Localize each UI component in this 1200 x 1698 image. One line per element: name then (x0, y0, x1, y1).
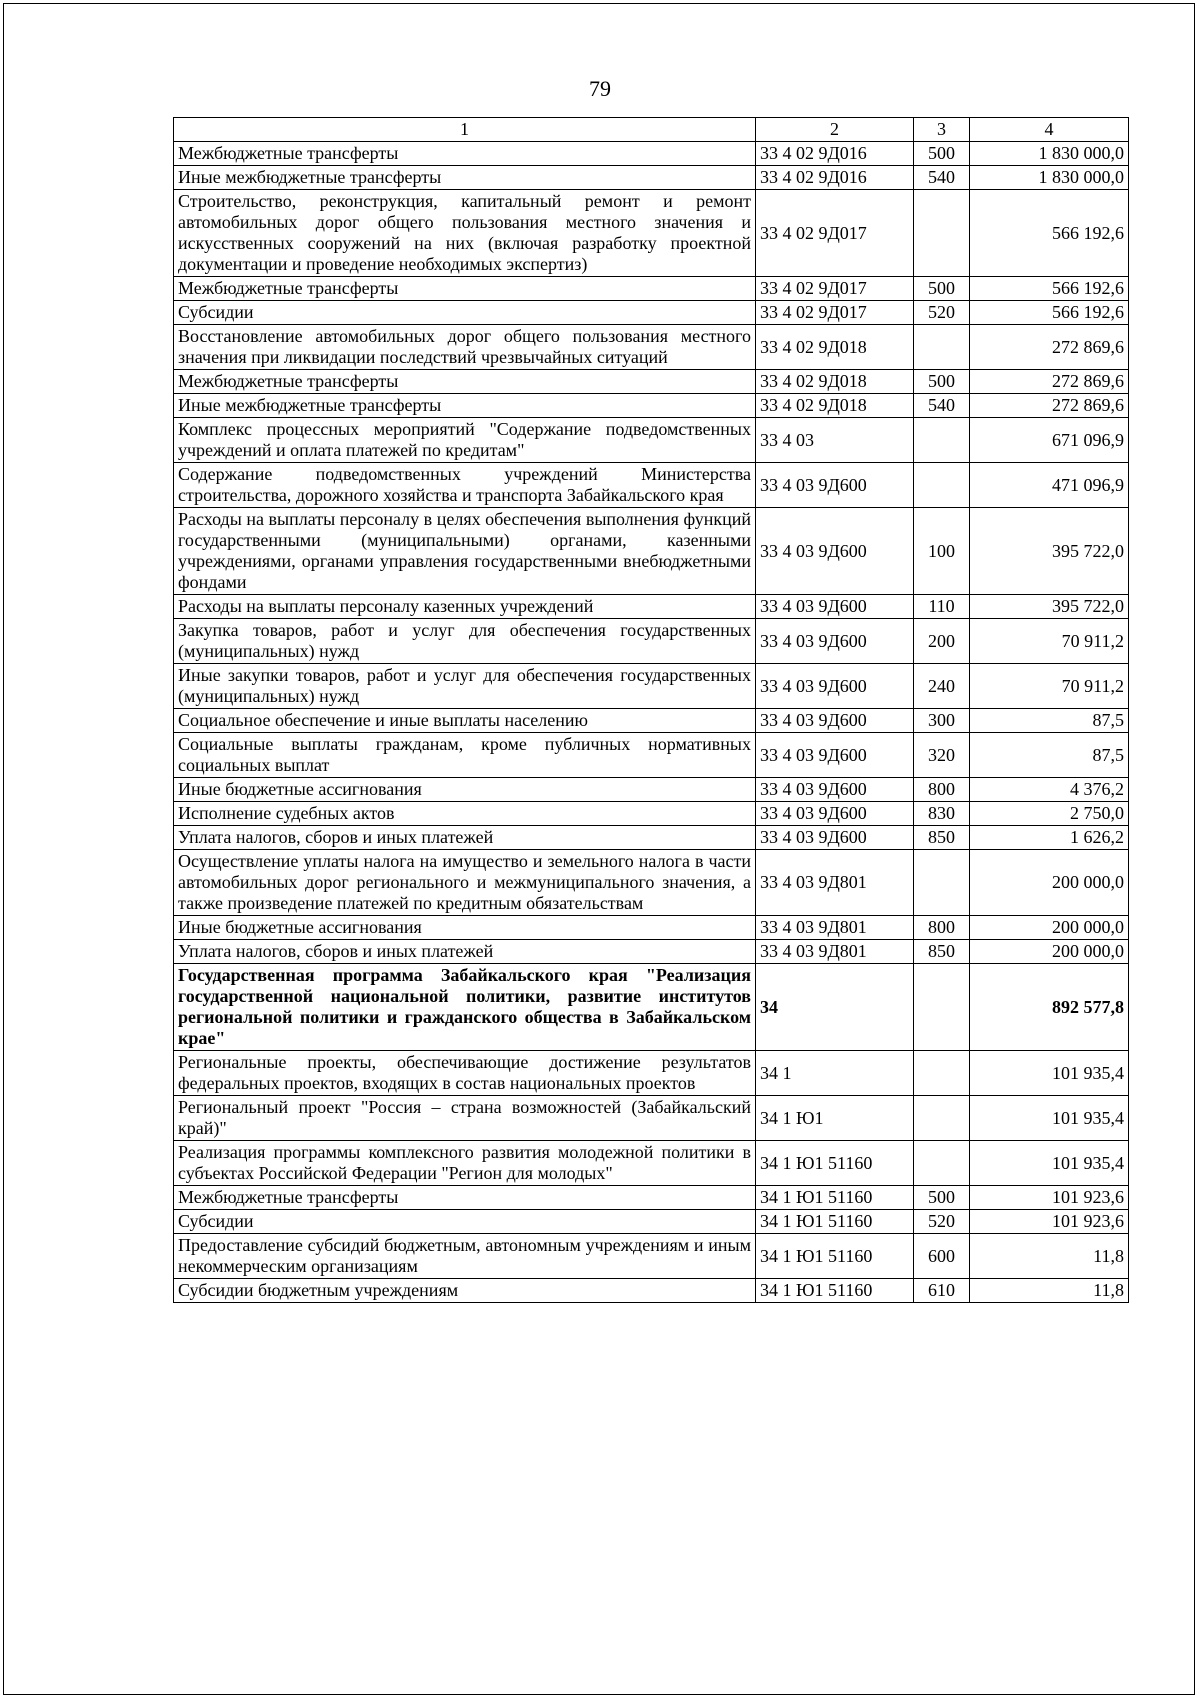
row-amount-cell: 395 722,0 (970, 595, 1129, 619)
table-row (174, 1141, 1129, 1186)
row-name-cell: Социальное обеспечение и иные выплаты населению (174, 709, 756, 733)
row-amount-cell: 272 869,6 (970, 325, 1129, 370)
row-type-cell: 300 (914, 709, 970, 733)
page-number: 79 (589, 76, 611, 101)
row-code-cell: 34 1 Ю1 51160 (756, 1141, 914, 1186)
row-type-cell (914, 325, 970, 370)
row-amount-cell: 1 830 000,0 (970, 142, 1129, 166)
row-type-cell: 540 (914, 166, 970, 190)
row-name-cell: Осуществление уплаты налога на имущество и земельного налога в части автомобильных дорог регионального и межмуниципального значения, а также произведение платежей по кредитным обязательствам (174, 850, 756, 916)
row-type-cell (914, 463, 970, 508)
row-amount-cell: 101 935,4 (970, 1096, 1129, 1141)
row-amount-cell: 87,5 (970, 733, 1129, 778)
row-code-cell: 34 (756, 964, 914, 1051)
row-amount-cell: 272 869,6 (970, 394, 1129, 418)
row-amount-cell: 566 192,6 (970, 277, 1129, 301)
row-type-cell (914, 1096, 970, 1141)
row-code-cell: 33 4 03 9Д600 (756, 595, 914, 619)
row-name-cell: Строительство, реконструкция, капитальный ремонт и ремонт автомобильных дорог общего пользования местного значения и искусственных сооружений на них (включая разработку проектной документации и проведение необходимых экспертиз) (174, 190, 756, 277)
column-header: 3 (914, 118, 970, 142)
row-code-cell: 33 4 03 9Д600 (756, 733, 914, 778)
row-amount-cell: 471 096,9 (970, 463, 1129, 508)
table-row (174, 1279, 1129, 1303)
row-code-cell: 34 1 Ю1 (756, 1096, 914, 1141)
table-row (174, 733, 1129, 778)
row-name-cell: Иные бюджетные ассигнования (174, 778, 756, 802)
row-name-cell: Субсидии (174, 301, 756, 325)
row-type-cell: 800 (914, 778, 970, 802)
row-amount-cell: 200 000,0 (970, 940, 1129, 964)
row-type-cell (914, 1051, 970, 1096)
table-header-row (174, 118, 1129, 142)
row-type-cell: 110 (914, 595, 970, 619)
table-row (174, 325, 1129, 370)
row-name-cell: Межбюджетные трансферты (174, 1186, 756, 1210)
row-name-cell: Расходы на выплаты персоналу казенных учреждений (174, 595, 756, 619)
row-name-cell: Уплата налогов, сборов и иных платежей (174, 940, 756, 964)
budget-table-body (174, 118, 1129, 1303)
row-code-cell: 33 4 02 9Д016 (756, 142, 914, 166)
row-name-cell: Реализация программы комплексного развития молодежной политики в субъектах Российской Федерации "Регион для молодых" (174, 1141, 756, 1186)
row-amount-cell: 4 376,2 (970, 778, 1129, 802)
row-code-cell: 33 4 03 9Д801 (756, 916, 914, 940)
table-row (174, 190, 1129, 277)
row-type-cell: 830 (914, 802, 970, 826)
row-name-cell: Государственная программа Забайкальского края "Реализация государственной национальной политики, развитие институтов региональной политики и гражданского общества в Забайкальском крае" (174, 964, 756, 1051)
row-type-cell: 540 (914, 394, 970, 418)
table-row (174, 1234, 1129, 1279)
row-type-cell: 520 (914, 1210, 970, 1234)
row-code-cell: 33 4 02 9Д017 (756, 277, 914, 301)
row-name-cell: Социальные выплаты гражданам, кроме публичных нормативных социальных выплат (174, 733, 756, 778)
row-name-cell: Комплекс процессных мероприятий "Содержание подведомственных учреждений и оплата платежей по кредитам" (174, 418, 756, 463)
row-code-cell: 34 1 Ю1 51160 (756, 1279, 914, 1303)
row-name-cell: Восстановление автомобильных дорог общего пользования местного значения при ликвидации последствий чрезвычайных ситуаций (174, 325, 756, 370)
row-code-cell: 33 4 03 9Д600 (756, 709, 914, 733)
row-code-cell: 33 4 02 9Д016 (756, 166, 914, 190)
row-amount-cell: 70 911,2 (970, 619, 1129, 664)
table-row (174, 301, 1129, 325)
row-type-cell: 200 (914, 619, 970, 664)
column-header: 2 (756, 118, 914, 142)
row-code-cell: 33 4 03 9Д801 (756, 850, 914, 916)
table-row (174, 1096, 1129, 1141)
row-name-cell: Межбюджетные трансферты (174, 142, 756, 166)
table-row (174, 850, 1129, 916)
row-code-cell: 33 4 03 (756, 418, 914, 463)
table-row (174, 142, 1129, 166)
table-row (174, 508, 1129, 595)
row-amount-cell: 395 722,0 (970, 508, 1129, 595)
table-row (174, 709, 1129, 733)
row-amount-cell: 11,8 (970, 1279, 1129, 1303)
table-row (174, 778, 1129, 802)
row-name-cell: Содержание подведомственных учреждений Министерства строительства, дорожного хозяйства и транспорта Забайкальского края (174, 463, 756, 508)
row-name-cell: Иные бюджетные ассигнования (174, 916, 756, 940)
row-type-cell: 850 (914, 940, 970, 964)
table-row (174, 370, 1129, 394)
row-name-cell: Расходы на выплаты персоналу в целях обеспечения выполнения функций государственными (муниципальными) органами, казенными учреждениями, органами управления государственными внебюджетными фондами (174, 508, 756, 595)
row-name-cell: Субсидии бюджетным учреждениям (174, 1279, 756, 1303)
row-code-cell: 33 4 02 9Д017 (756, 301, 914, 325)
row-code-cell: 34 1 Ю1 51160 (756, 1210, 914, 1234)
table-row (174, 964, 1129, 1051)
row-code-cell: 33 4 03 9Д600 (756, 664, 914, 709)
row-code-cell: 33 4 03 9Д600 (756, 778, 914, 802)
row-name-cell: Закупка товаров, работ и услуг для обеспечения государственных (муниципальных) нужд (174, 619, 756, 664)
row-amount-cell: 200 000,0 (970, 916, 1129, 940)
table-row (174, 595, 1129, 619)
row-name-cell: Межбюджетные трансферты (174, 277, 756, 301)
row-code-cell: 33 4 03 9Д600 (756, 619, 914, 664)
row-type-cell: 100 (914, 508, 970, 595)
table-row (174, 418, 1129, 463)
row-type-cell: 500 (914, 142, 970, 166)
row-name-cell: Региональные проекты, обеспечивающие достижение результатов федеральных проектов, входящих в состав национальных проектов (174, 1051, 756, 1096)
row-code-cell: 33 4 02 9Д017 (756, 190, 914, 277)
row-type-cell: 800 (914, 916, 970, 940)
row-code-cell: 34 1 (756, 1051, 914, 1096)
table-row (174, 826, 1129, 850)
row-type-cell: 850 (914, 826, 970, 850)
row-name-cell: Межбюджетные трансферты (174, 370, 756, 394)
row-type-cell: 610 (914, 1279, 970, 1303)
row-name-cell: Иные межбюджетные трансферты (174, 166, 756, 190)
row-code-cell: 33 4 03 9Д600 (756, 826, 914, 850)
row-type-cell: 320 (914, 733, 970, 778)
row-code-cell: 33 4 02 9Д018 (756, 394, 914, 418)
table-row (174, 394, 1129, 418)
row-amount-cell: 272 869,6 (970, 370, 1129, 394)
table-row (174, 940, 1129, 964)
row-type-cell: 600 (914, 1234, 970, 1279)
row-name-cell: Исполнение судебных актов (174, 802, 756, 826)
row-code-cell: 34 1 Ю1 51160 (756, 1186, 914, 1210)
row-amount-cell: 101 923,6 (970, 1210, 1129, 1234)
row-amount-cell: 101 923,6 (970, 1186, 1129, 1210)
table-row (174, 463, 1129, 508)
row-amount-cell: 566 192,6 (970, 190, 1129, 277)
table-row (174, 1051, 1129, 1096)
row-type-cell (914, 964, 970, 1051)
row-type-cell: 240 (914, 664, 970, 709)
row-amount-cell: 2 750,0 (970, 802, 1129, 826)
row-name-cell: Иные закупки товаров, работ и услуг для обеспечения государственных (муниципальных) нужд (174, 664, 756, 709)
row-type-cell: 500 (914, 277, 970, 301)
row-name-cell: Предоставление субсидий бюджетным, автономным учреждениям и иным некоммерческим организациям (174, 1234, 756, 1279)
row-amount-cell: 566 192,6 (970, 301, 1129, 325)
budget-table (173, 117, 1129, 1303)
row-amount-cell: 87,5 (970, 709, 1129, 733)
table-row (174, 916, 1129, 940)
row-type-cell (914, 190, 970, 277)
row-code-cell: 33 4 03 9Д600 (756, 463, 914, 508)
table-row (174, 1186, 1129, 1210)
row-amount-cell: 200 000,0 (970, 850, 1129, 916)
row-type-cell (914, 418, 970, 463)
row-amount-cell: 101 935,4 (970, 1141, 1129, 1186)
row-name-cell: Региональный проект "Россия – страна возможностей (Забайкальский край)" (174, 1096, 756, 1141)
row-type-cell (914, 1141, 970, 1186)
row-type-cell: 500 (914, 370, 970, 394)
row-amount-cell: 11,8 (970, 1234, 1129, 1279)
row-code-cell: 34 1 Ю1 51160 (756, 1234, 914, 1279)
row-type-cell: 520 (914, 301, 970, 325)
row-amount-cell: 1 830 000,0 (970, 166, 1129, 190)
column-header: 1 (174, 118, 756, 142)
row-code-cell: 33 4 03 9Д600 (756, 508, 914, 595)
row-name-cell: Субсидии (174, 1210, 756, 1234)
table-row (174, 277, 1129, 301)
row-type-cell (914, 850, 970, 916)
row-amount-cell: 671 096,9 (970, 418, 1129, 463)
row-code-cell: 33 4 02 9Д018 (756, 325, 914, 370)
row-code-cell: 33 4 02 9Д018 (756, 370, 914, 394)
row-code-cell: 33 4 03 9Д801 (756, 940, 914, 964)
table-row (174, 166, 1129, 190)
table-row (174, 802, 1129, 826)
row-name-cell: Уплата налогов, сборов и иных платежей (174, 826, 756, 850)
row-type-cell: 500 (914, 1186, 970, 1210)
row-amount-cell: 101 935,4 (970, 1051, 1129, 1096)
table-row (174, 1210, 1129, 1234)
row-amount-cell: 1 626,2 (970, 826, 1129, 850)
row-name-cell: Иные межбюджетные трансферты (174, 394, 756, 418)
row-amount-cell: 70 911,2 (970, 664, 1129, 709)
row-code-cell: 33 4 03 9Д600 (756, 802, 914, 826)
row-amount-cell: 892 577,8 (970, 964, 1129, 1051)
column-header: 4 (970, 118, 1129, 142)
table-row (174, 619, 1129, 664)
table-row (174, 664, 1129, 709)
